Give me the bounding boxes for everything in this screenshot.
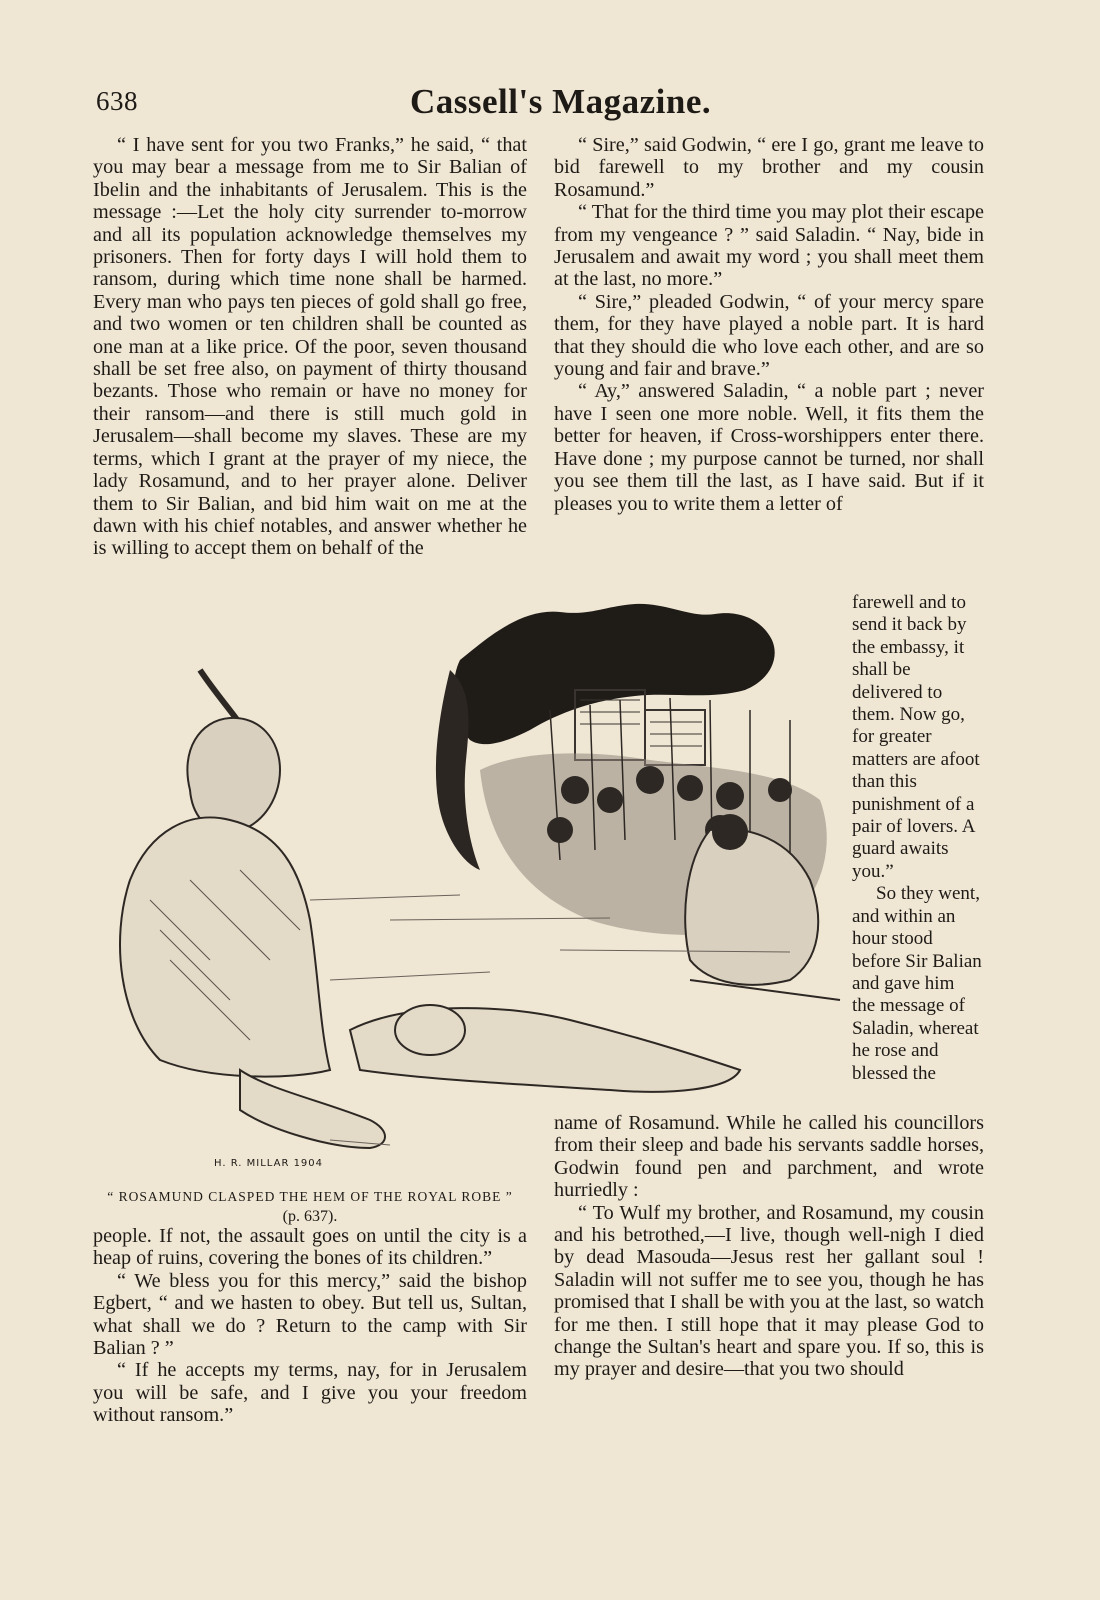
left-column-bottom bbox=[93, 1225, 527, 1427]
running-head-title: Cassell's Magazine. bbox=[410, 82, 712, 121]
paragraph: “ Ay,” answered Saladin, “ a noble part ; never have I seen one more noble. Well, it fits them the better for heaven, if Cross-worshippers enter there. Have done ; my purpose cannot be turned, nor shall you see them till the last, as I have said. But if it pleases you to write them a letter of bbox=[554, 380, 984, 515]
page-number: 638 bbox=[96, 86, 138, 116]
left-column-top bbox=[93, 134, 527, 560]
right-column-narrow bbox=[852, 592, 982, 1085]
right-column-top bbox=[554, 134, 984, 515]
illustration-caption: “ ROSAMUND CLASPED THE HEM OF THE ROYAL ROBE ” bbox=[107, 1189, 513, 1204]
paragraph: “ To Wulf my brother, and Rosamund, my cousin and his betrothed,—I live, though well-nigh I died by dead Masouda—Jesus rest her gallant soul ! Saladin will not suffer me to see you, though he has promised that I shall be with you at the last, so watch for me then. I still hope that it may please God to change the Sultan's heart and spare you. If so, this is my prayer and desire—that you two should bbox=[554, 1201, 984, 1381]
illustration-rosamund-and-saladin bbox=[90, 600, 850, 1175]
paragraph: name of Rosamund. While he called his councillors from their sleep and bade his servants saddle horses, Godwin found pen and parchment, and wrote hurriedly : bbox=[554, 1112, 984, 1202]
paragraph: “ Sire,” pleaded Godwin, “ of your mercy spare them, for they have played a noble part. It is hard that they should die who love each other, and are so young and fair and brave.” bbox=[554, 290, 984, 381]
paragraph: people. If not, the assault goes on until the city is a heap of ruins, covering the bones of its children.” bbox=[93, 1225, 527, 1270]
paragraph: “ That for the third time you may plot their escape from my vengeance ? ” said Saladin. “ Nay, bide in Jerusalem and await my word ; you shall meet them at the last, no more.” bbox=[554, 201, 984, 291]
paragraph: farewell and to send it back by the embassy, it shall be delivered to them. Now go, for greater matters are afoot than this punishment of a pair of lovers. A guard awaits you.” bbox=[852, 592, 980, 882]
paragraph: “ I have sent for you two Franks,” he said, “ that you may bear a message from me to Sir Balian of Ibelin and the inhabitants of Jerusalem. This is the message :—Let the holy city surrender to-morrow and all its population acknowledge themselves my prisoners. Then for forty days I will hold them to ransom, during which time none shall be harmed. Every man who pays ten pieces of gold shall go free, and two women or ten children shall be counted as one man at a like price. Of the poor, seven thousand shall be set free also, on payment of thirty thousand bezants. Those who remain or have no money for their ransom—and there is still much gold in Jerusalem—shall become my slaves. These are my terms, which I grant at the prayer of my niece, the lady Rosamund, and to her prayer alone. Deliver them to Sir Balian, and bid him wait on me at the dawn with his chief notables, and answer whether he is willing to accept them on behalf of the bbox=[93, 134, 527, 560]
artist-signature: H. R. MILLAR 1904 bbox=[214, 1158, 324, 1169]
caption-page-reference: (p. 637). bbox=[282, 1208, 338, 1225]
engraving-drawing bbox=[90, 600, 850, 1170]
paragraph: “ If he accepts my terms, nay, for in Jerusalem you will be safe, and I give you your freedom without ransom.” bbox=[93, 1359, 527, 1427]
paragraph: So they went, and within an hour stood before Sir Balian and gave him the message of Saladin, whereat he rose and blessed the bbox=[852, 883, 982, 1084]
paragraph: “ Sire,” said Godwin, “ ere I go, grant me leave to bid farewell to my brother and my cousin Rosamund.” bbox=[554, 134, 984, 201]
paragraph: “ We bless you for this mercy,” said the bishop Egbert, “ and we hasten to obey. But tell us, Sultan, what shall we do ? Return to the camp with Sir Balian ? ” bbox=[93, 1269, 527, 1360]
